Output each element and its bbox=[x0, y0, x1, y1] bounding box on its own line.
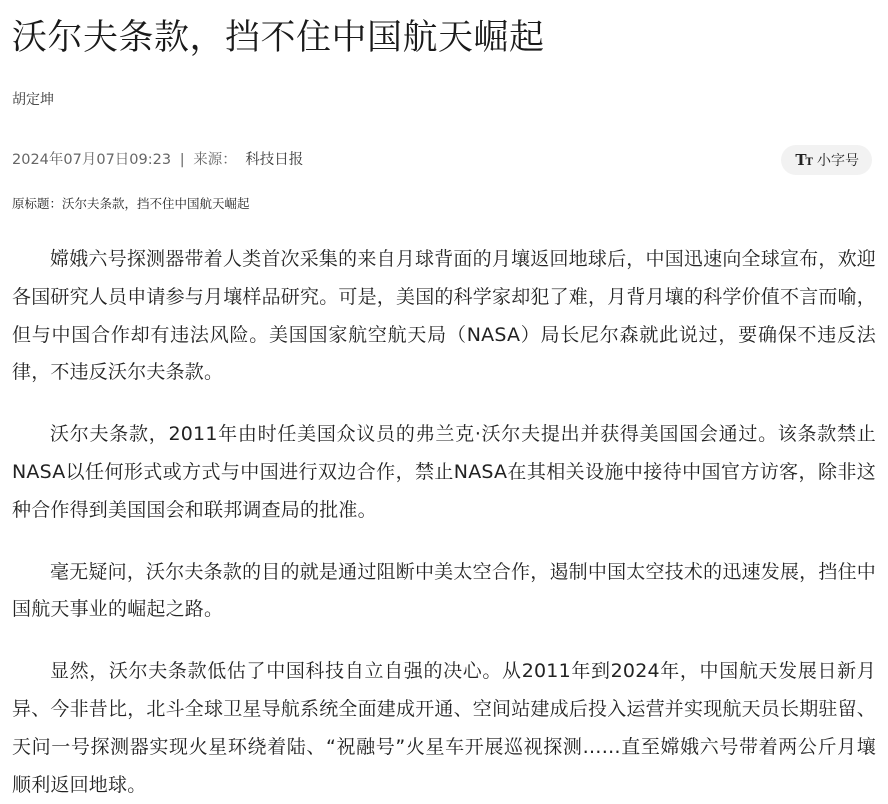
paragraph: 嫦娥六号探测器带着人类首次采集的来自月球背面的月壤返回地球后，中国迅速向全球宣布，欢迎各国研究人员申请参与月壤样品研究。可是，美国的科学家却犯了难，月背月壤的科学价值不言而喻，但与中国合作却有违法风险。美国国家航空航天局（NASA）局长尼尔森就此说过，要确保不违反法律，不违反沃尔夫条款。 bbox=[12, 248, 877, 384]
source-label: 来源： bbox=[193, 152, 237, 168]
meta-separator: | bbox=[179, 152, 185, 168]
text-size-icon: TT bbox=[795, 151, 812, 169]
article-body bbox=[12, 241, 876, 804]
paragraph: 显然，沃尔夫条款低估了中国科技自立自强的决心。从2011年到2024年，中国航天发展日新月异、今非昔比，北斗全球卫星导航系统全面建成开通、空间站建成后投入运营并实现航天员长期驻留、天问一号探测器实现火星环绕着陆、“祝融号”火星车开展巡视探测……直至嫦娥六号带着两公斤月壤顺利返回地球。 bbox=[12, 660, 877, 796]
source-name[interactable]: 科技日报 bbox=[245, 152, 304, 168]
article-meta bbox=[12, 150, 303, 170]
original-title: 原标题：沃尔夫条款，挡不住中国航天崛起 bbox=[12, 196, 250, 211]
paragraph: 毫无疑问，沃尔夫条款的目的就是通过阻断中美太空合作，遏制中国太空技术的迅速发展，挡住中国航天事业的崛起之路。 bbox=[12, 560, 876, 621]
meta-row bbox=[12, 145, 876, 175]
publish-datetime: 2024年07月07日09:23 bbox=[12, 152, 172, 168]
paragraph: 沃尔夫条款，2011年由时任美国众议员的弗兰克·沃尔夫提出并获得美国国会通过。该条款禁止NASA以任何形式或方式与中国进行双边合作，禁止NASA在其相关设施中接待中国官方访客，除非这种合作得到美国国会和联邦调查局的批准。 bbox=[12, 423, 876, 521]
font-size-toggle-button[interactable] bbox=[781, 145, 872, 175]
author-name: 胡定坤 bbox=[12, 92, 54, 108]
article-title: 沃尔夫条款，挡不住中国航天崛起 bbox=[12, 18, 545, 58]
font-size-toggle-label: 小字号 bbox=[817, 153, 859, 169]
